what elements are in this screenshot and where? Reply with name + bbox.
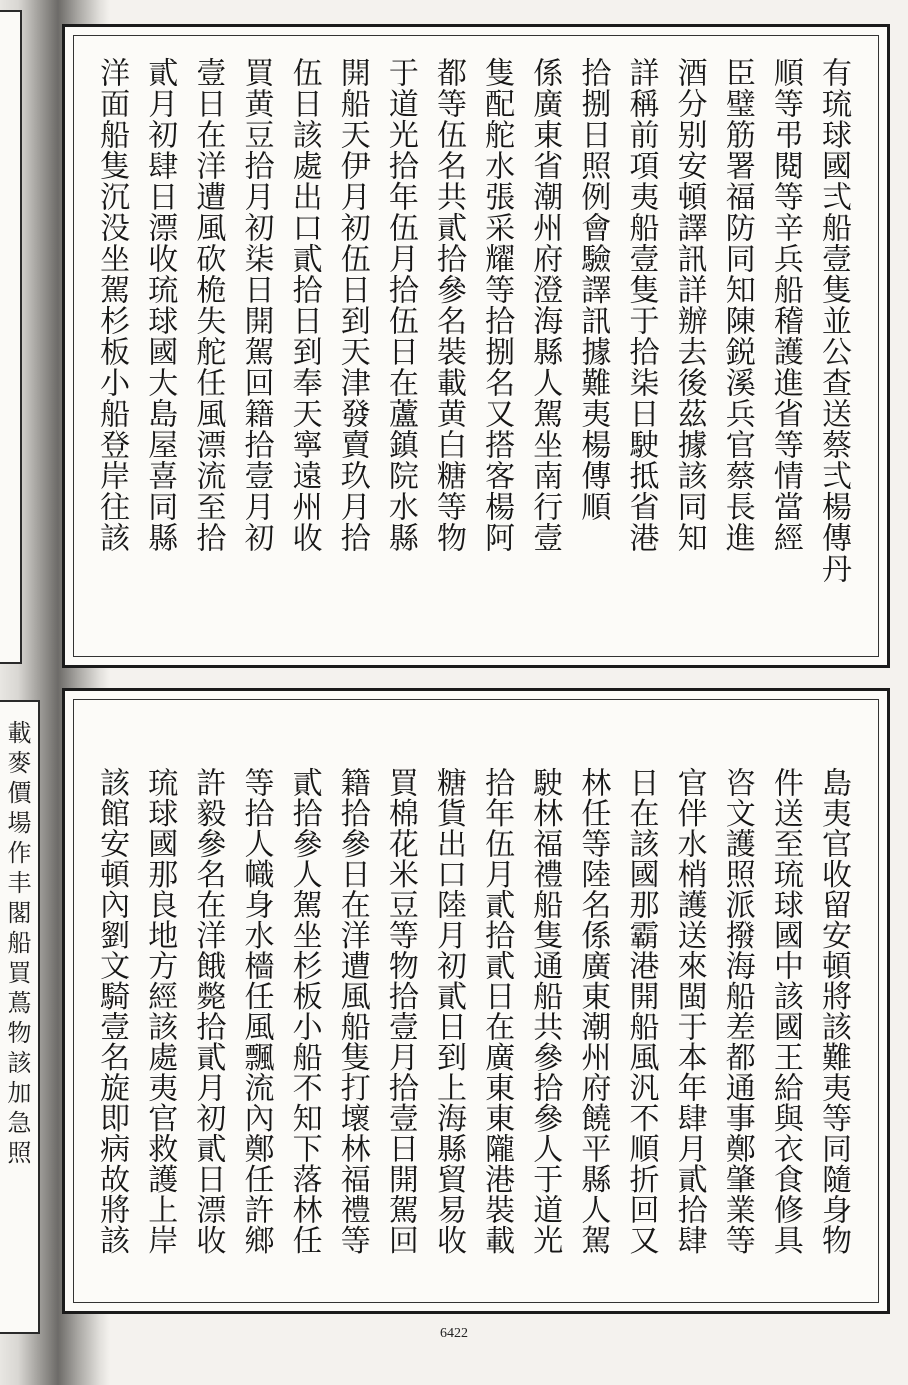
text-column: 許毅參名在洋餓斃拾貳月初貳日漂收 <box>190 767 226 1255</box>
text-column: 酒分别安頓譯訊詳辦去後茲據該同知 <box>671 57 707 553</box>
text-column: 該館安頓內劉文騎壹名旋即病故將該 <box>94 767 130 1255</box>
text-column: 駛林福禮船隻通船共參拾參人于道光 <box>527 767 563 1255</box>
lower-document-panel <box>62 688 890 1314</box>
upper-document-panel <box>62 24 890 668</box>
text-column: 島夷官收留安頓將該難夷等同隨身物 <box>816 767 851 1255</box>
text-column: 貳拾參人駕坐杉板小船不知下落林任 <box>286 767 322 1255</box>
text-column: 件送至琉球國中該國王給與衣食修具 <box>767 767 803 1255</box>
text-column: 拾年伍月貳拾貳日在廣東東隴港裝載 <box>479 767 515 1255</box>
text-column: 糖貨出口陸月初貳日到上海縣貿易收 <box>431 767 466 1255</box>
adjacent-page-text: 載麥價場作丰閣船買蔦物該加急照 <box>3 720 31 1170</box>
text-column: 拾捌日照例會驗譯訊據難夷楊傳順 <box>575 57 611 522</box>
text-column: 籍拾參日在洋遭風船隻打壞林福禮等 <box>334 767 370 1255</box>
text-column: 順等弔閱等辛兵船稽護進省等情當經 <box>767 57 803 553</box>
text-column: 貳月初肆日漂收琉球國大島屋喜同縣 <box>142 57 178 553</box>
text-column: 有琉球國弍船壹隻並公查送蔡弍楊傳丹 <box>816 57 851 584</box>
text-column: 日在該國那霸港開船風汎不順折回又 <box>623 767 659 1255</box>
page-number: 6422 <box>440 1326 468 1341</box>
text-column: 琉球國那良地方經該處夷官救護上岸 <box>142 767 178 1255</box>
text-column: 隻配舵水張采耀等拾捌名又搭客楊阿 <box>479 57 515 553</box>
text-column: 官伴水梢護送來閩于本年肆月貳拾肆 <box>671 767 707 1255</box>
adjacent-page-sliver-bottom <box>0 700 40 1334</box>
adjacent-page-sliver-top <box>0 10 22 664</box>
text-column: 伍日該處出口貳拾日到奉天寧遠州收 <box>286 57 322 553</box>
text-column: 于道光拾年伍月拾伍日在蘆鎮院水縣 <box>382 57 418 553</box>
text-column: 林任等陸名係廣東潮州府饒平縣人駕 <box>575 767 611 1255</box>
text-column: 壹日在洋遭風砍桅失舵任風漂流至拾 <box>190 57 226 553</box>
upper-text-columns <box>91 57 861 641</box>
text-column: 買黄豆拾月初柒日開駕回籍拾壹月初 <box>238 57 274 553</box>
text-column: 洋面船隻沉没坐駕杉板小船登岸往該 <box>94 57 130 553</box>
text-column: 都等伍名共貳拾參名裝載黄白糖等物 <box>431 57 466 553</box>
lower-text-columns <box>91 767 861 1287</box>
text-column: 買棉花米豆等物拾壹月拾壹日開駕回 <box>382 767 418 1255</box>
text-column: 等拾人幟身水檣任風飄流內鄭任許鄉 <box>238 767 274 1255</box>
text-column: 臣璧筋署福防同知陳鋭溪兵官蔡長進 <box>719 57 755 553</box>
text-column: 開船天伊月初伍日到天津發賣玖月拾 <box>334 57 370 553</box>
text-column: 咨文護照派撥海船差都通事鄭肇業等 <box>719 767 755 1255</box>
text-column: 係廣東省潮州府澄海縣人駕坐南行壹 <box>527 57 563 553</box>
text-column: 詳稱前項夷船壹隻于拾柒日駛抵省港 <box>623 57 659 553</box>
